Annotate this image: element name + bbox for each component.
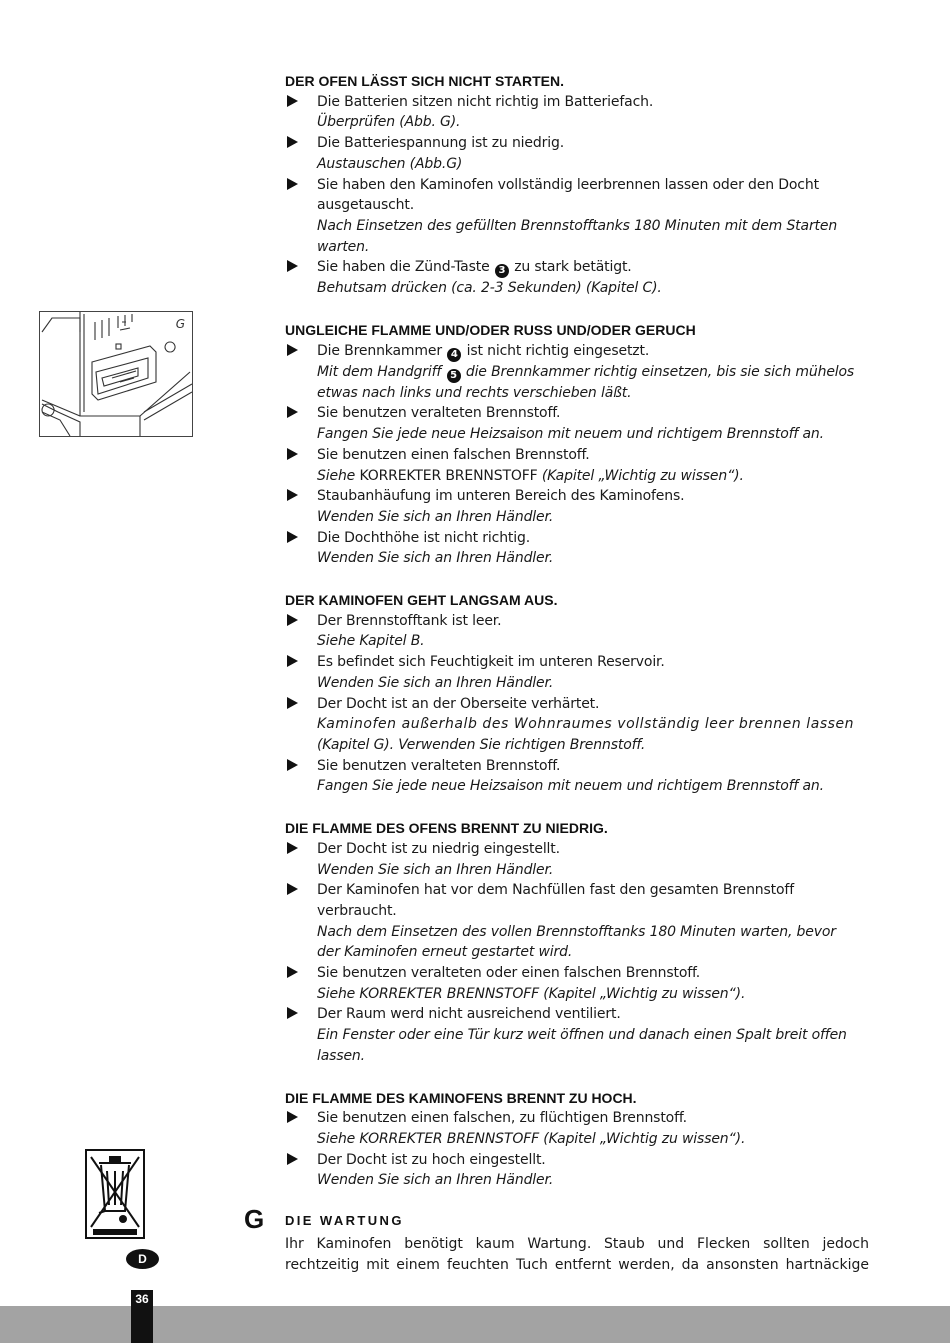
list-item [285,528,869,569]
remedy-text [317,362,869,383]
arrow-bullet-icon [287,614,298,626]
remedy-text: etwas nach links und rechts verschieben läßt. [317,384,632,401]
arrow-bullet-icon [287,95,298,107]
list-item [285,403,869,444]
arrow-bullet-icon [287,883,298,895]
cause-text [317,257,869,278]
list-item [285,486,869,527]
list-item [285,1004,869,1066]
list-item [285,175,869,258]
section-flamme-zu-niedrig [285,818,869,1066]
arrow-bullet-icon [287,759,298,771]
section-heading: DER OFEN LÄSST SICH NICHT STARTEN. [285,73,564,89]
section-ofen-startet-nicht [285,71,869,299]
remedy-text: Fangen Sie jede neue Heizsaison mit neuem und richtigem Brennstoff an. [317,778,824,795]
arrow-bullet-icon [287,1111,298,1123]
cause-text: Der Raum werd nicht ausreichend ventiliert. [317,1006,621,1023]
list-item [285,756,869,797]
remedy-text: (Kapitel G). Verwenden Sie richtigen Brennstoff. [317,736,646,753]
remedy-text: Wenden Sie sich an Ihren Händler. [317,674,554,691]
cause-text: Sie benutzen veralteten Brennstoff. [317,405,561,422]
arrow-bullet-icon [287,966,298,978]
arrow-bullet-icon [287,531,298,543]
cause-text: Der Kaminofen hat vor dem Nachfüllen fast den gesamten Brennstoff [317,882,794,899]
remedy-text: Nach Einsetzen des gefüllten Brennstofftanks 180 Minuten mit dem Starten [317,217,838,234]
arrow-bullet-icon [287,448,298,460]
cause-text [317,341,869,362]
remedy-text: Siehe Kapitel B. [317,633,425,650]
callout-number-badge: 5 [447,369,461,383]
remedy-text: Siehe KORREKTER BRENNSTOFF (Kapitel „Wichtig zu wissen“). [317,985,746,1002]
remedy-reference: KORREKTER BRENNSTOFF [355,467,542,484]
remedy-text-part: Mit dem Handgriff [317,363,442,380]
remedy-text: Siehe KORREKTER BRENNSTOFF (Kapitel „Wichtig zu wissen“). [317,1130,746,1147]
list-item [285,839,869,880]
remedy-text-part: die Brennkammer richtig einsetzen, bis sie sich mühelos [465,363,855,380]
cause-text: Der Docht ist zu hoch eingestellt. [317,1151,546,1168]
chapter-title: DIE WARTUNG [285,1213,404,1228]
cause-text: Es befindet sich Feuchtigkeit im unteren Reservoir. [317,654,665,671]
cause-text: verbraucht. [317,902,397,919]
cause-text-part: zu stark betätigt. [514,259,632,276]
list-item [285,963,869,1004]
callout-number-badge: 3 [495,264,509,278]
arrow-bullet-icon [287,344,298,356]
cause-text-part: ist nicht richtig eingesetzt. [466,342,650,359]
arrow-bullet-icon [287,178,298,190]
section-heading: DER KAMINOFEN GEHT LANGSAM AUS. [285,592,558,609]
remedy-text: Fangen Sie jede neue Heizsaison mit neuem und richtigem Brennstoff an. [317,426,824,443]
list-item [285,341,869,404]
remedy-text: Wenden Sie sich an Ihren Händler. [317,508,554,525]
cause-text: Der Brennstofftank ist leer. [317,612,502,629]
section-ungleiche-flamme [285,320,869,569]
arrow-bullet-icon [287,655,298,667]
stove-battery-illustration [40,312,192,436]
cause-text: Sie benutzen einen falschen, zu flüchtigen Brennstoff. [317,1110,687,1127]
arrow-bullet-icon [287,697,298,709]
page-number: 36 [135,1292,149,1306]
section-geht-langsam-aus [285,590,869,797]
page-number-tab [131,1290,153,1343]
cause-text: Die Batteriespannung ist zu niedrig. [317,135,564,152]
remedy-text [317,466,869,487]
arrow-bullet-icon [287,1007,298,1019]
chapter-paragraph: Ihr Kaminofen benötigt kaum Wartung. Staub und Flecken sollten jedoch rechtzeitig mit einem feuchten Tuch entfernt werden, da ansonsten hartnäckige [285,1236,869,1273]
list-item [285,133,869,174]
remedy-text: warten. [317,238,370,255]
figure-battery-compartment [39,311,193,437]
list-item [285,880,869,963]
remedy-text: Ein Fenster oder eine Tür kurz weit öffnen und danach einen Spalt breit offen [317,1027,847,1044]
section-heading: DIE FLAMME DES KAMINOFENS BRENNT ZU HOCH. [285,1089,637,1106]
cause-text: Der Docht ist an der Oberseite verhärtet. [317,695,600,712]
arrow-bullet-icon [287,260,298,272]
list-item [285,1108,869,1149]
cause-text: Sie benutzen einen falschen Brennstoff. [317,446,590,463]
remedy-text: Austauschen (Abb.G) [317,155,463,172]
troubleshooting-content [285,71,869,1212]
remedy-text: Wenden Sie sich an Ihren Händler. [317,861,554,878]
cause-text: Sie benutzen veralteten Brennstoff. [317,757,561,774]
remedy-text: Wenden Sie sich an Ihren Händler. [317,1172,554,1189]
cause-text: Sie benutzen veralteten oder einen falschen Brennstoff. [317,965,701,982]
cause-text: Staubanhäufung im unteren Bereich des Kaminofens. [317,488,685,505]
remedy-text: Behutsam drücken (ca. 2-3 Sekunden) (Kapitel C). [317,280,662,297]
language-badge: D [126,1249,159,1269]
callout-number-badge: 4 [447,348,461,362]
section-flamme-zu-hoch [285,1088,869,1192]
remedy-text: Überprüfen (Abb. G). [317,114,461,131]
arrow-bullet-icon [287,136,298,148]
arrow-bullet-icon [287,842,298,854]
figure-label: G [175,317,185,331]
cause-text: Die Dochthöhe ist nicht richtig. [317,529,531,546]
remedy-text: Nach dem Einsetzen des vollen Brennstofftanks 180 Minuten warten, bevor [317,923,836,940]
arrow-bullet-icon [287,406,298,418]
remedy-text-part: (Kapitel „Wichtig zu wissen“). [541,467,744,484]
cause-text: ausgetauscht. [317,197,415,214]
list-item [285,1150,869,1191]
remedy-text: lassen. [317,1047,365,1064]
section-heading: DIE FLAMME DES OFENS BRENNT ZU NIEDRIG. [285,820,608,837]
list-item [285,694,869,756]
list-item [285,92,869,133]
arrow-bullet-icon [287,1153,298,1165]
list-item [285,257,869,299]
remedy-text-part: Siehe [317,467,356,484]
chapter-letter: G [244,1204,265,1234]
cause-text: Sie haben den Kaminofen vollständig leerbrennen lassen oder den Docht [317,176,819,193]
section-heading: UNGLEICHE FLAMME UND/ODER RUSS UND/ODER GERUCH [285,322,696,339]
cause-text-part: Die Brennkammer [317,342,442,359]
cause-text: Der Docht ist zu niedrig eingestellt. [317,840,560,857]
remedy-text: Kaminofen außerhalb des Wohnraumes vollständig leer brennen lassen [317,716,855,733]
list-item [285,652,869,693]
list-item [285,611,869,652]
arrow-bullet-icon [287,489,298,501]
remedy-text: der Kaminofen erneut gestartet wird. [317,944,573,961]
remedy-text: Wenden Sie sich an Ihren Händler. [317,550,554,567]
cause-text-part: Sie haben die Zünd-Taste [317,259,490,276]
cause-text: Die Batterien sitzen nicht richtig im Batteriefach. [317,93,654,110]
weee-crossed-bin-icon [85,1149,145,1239]
list-item [285,445,869,486]
